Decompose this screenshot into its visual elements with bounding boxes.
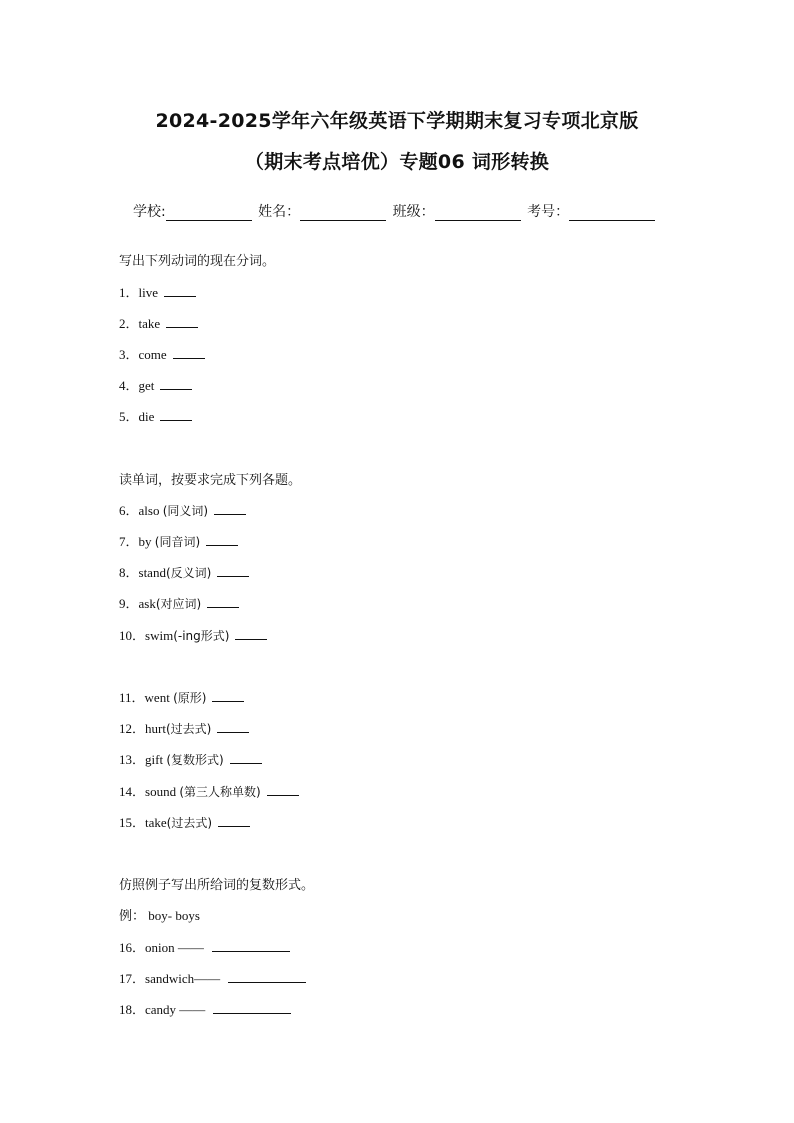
question-number: 2．: [119, 316, 139, 331]
question-word: live: [138, 285, 159, 300]
question-7: [119, 531, 238, 550]
question-word: stand: [138, 565, 166, 580]
school-blank[interactable]: [166, 206, 252, 221]
section-1-instruction: 写出下列动词的现在分词。: [119, 254, 276, 269]
question-word: get: [138, 378, 155, 393]
question-number: 10．: [119, 628, 146, 643]
question-hint: (反义词): [165, 566, 212, 580]
question-word: take: [138, 316, 161, 331]
question-18: [119, 999, 291, 1018]
answer-blank[interactable]: [217, 564, 249, 577]
answer-blank[interactable]: [166, 315, 198, 328]
question-number: 1．: [119, 285, 139, 300]
question-word: take: [145, 815, 167, 830]
answer-blank[interactable]: [160, 408, 192, 421]
exam-number-blank[interactable]: [569, 206, 655, 221]
question-word: went: [144, 690, 170, 705]
question-3: [119, 344, 205, 363]
question-number: 3．: [119, 347, 139, 362]
question-number: 15．: [119, 815, 146, 830]
question-number: 11．: [119, 690, 145, 705]
question-12: [119, 718, 249, 737]
question-hint: (过去式): [165, 722, 212, 736]
answer-blank[interactable]: [235, 627, 267, 640]
question-word: swim: [145, 628, 174, 643]
answer-blank[interactable]: [218, 814, 250, 827]
answer-blank[interactable]: [207, 595, 239, 608]
question-16: [119, 937, 290, 956]
question-hint: (对应词): [155, 597, 202, 611]
answer-blank[interactable]: [230, 751, 262, 764]
question-5: [119, 406, 192, 425]
answer-blank[interactable]: [214, 502, 246, 515]
question-hint: (原形): [173, 691, 207, 705]
exam-number-label: 考号：: [527, 204, 570, 220]
question-number: 7．: [119, 534, 139, 549]
question-word: gift: [145, 752, 164, 767]
question-number: 9．: [119, 596, 139, 611]
section-2-instruction: 读单词，按要求完成下列各题。: [119, 473, 302, 488]
question-number: 5．: [119, 409, 139, 424]
question-word: by: [138, 534, 152, 549]
name-label: 姓名：: [258, 204, 301, 220]
answer-blank[interactable]: [173, 346, 205, 359]
question-number: 8．: [119, 565, 139, 580]
answer-blank[interactable]: [267, 783, 299, 796]
question-4: [119, 375, 192, 394]
question-hint: (过去式): [166, 816, 213, 830]
question-hint: (-ing形式): [173, 629, 230, 643]
question-hint: (第三人称单数): [179, 785, 261, 799]
question-14: [119, 781, 299, 800]
school-label: 学校:: [133, 204, 166, 220]
answer-blank[interactable]: [217, 720, 249, 733]
question-1: [119, 282, 196, 301]
question-word: die: [138, 409, 155, 424]
question-word: sound: [145, 784, 177, 799]
question-number: 14．: [119, 784, 146, 799]
question-10: [119, 625, 267, 644]
question-word: sandwich——: [145, 971, 221, 986]
example-line: 例： boy- boys: [119, 908, 200, 923]
question-number: 13．: [119, 752, 146, 767]
answer-blank[interactable]: [213, 1001, 291, 1014]
question-6: [119, 500, 246, 519]
question-word: onion ——: [145, 940, 204, 955]
answer-blank[interactable]: [160, 377, 192, 390]
student-info-row: [133, 201, 657, 221]
page-subtitle: （期末考点培优）专题06 词形转换: [244, 151, 550, 173]
question-number: 18．: [119, 1002, 146, 1017]
answer-blank[interactable]: [164, 284, 196, 297]
question-number: 4．: [119, 378, 139, 393]
section-4-instruction: 仿照例子写出所给词的复数形式。: [119, 878, 315, 893]
question-2: [119, 313, 198, 332]
question-15: [119, 812, 250, 831]
question-word: also: [138, 503, 160, 518]
class-label: 班级：: [392, 204, 435, 220]
question-11: [119, 687, 244, 706]
answer-blank[interactable]: [206, 533, 238, 546]
answer-blank[interactable]: [212, 939, 290, 952]
question-number: 6．: [119, 503, 139, 518]
question-word: ask: [138, 596, 156, 611]
question-number: 17．: [119, 971, 146, 986]
question-8: [119, 562, 249, 581]
question-13: [119, 749, 262, 768]
class-blank[interactable]: [435, 206, 521, 221]
question-word: hurt: [145, 721, 166, 736]
name-blank[interactable]: [300, 206, 386, 221]
question-hint: (同义词): [162, 504, 209, 518]
question-number: 12．: [119, 721, 146, 736]
question-word: come: [138, 347, 167, 362]
question-hint: (复数形式): [166, 753, 224, 767]
question-9: [119, 593, 239, 612]
question-word: candy ——: [145, 1002, 206, 1017]
question-hint: (同音词): [154, 535, 201, 549]
page-title: 2024-2025学年六年级英语下学期期末复习专项北京版: [155, 110, 639, 132]
answer-blank[interactable]: [228, 970, 306, 983]
question-17: [119, 968, 306, 987]
answer-blank[interactable]: [212, 689, 244, 702]
question-number: 16．: [119, 940, 146, 955]
